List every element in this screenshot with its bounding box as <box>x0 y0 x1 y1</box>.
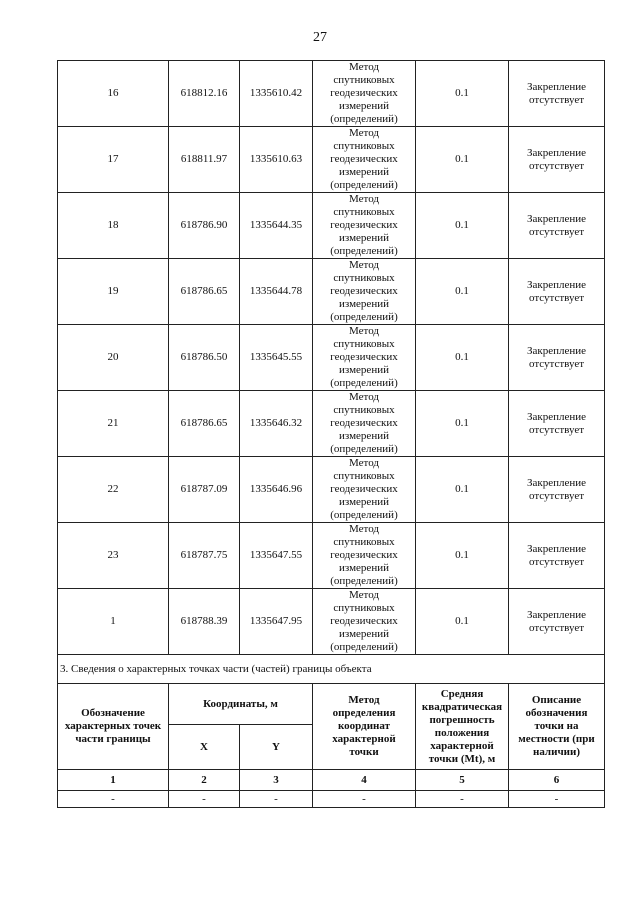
point-number: 22 <box>58 457 169 523</box>
fixing-description: Закрепление отсутствует <box>509 589 605 655</box>
table-row <box>58 193 605 259</box>
coordinate-x: 618787.75 <box>169 523 240 589</box>
point-number: 17 <box>58 127 169 193</box>
fixing-description: Закрепление отсутствует <box>509 457 605 523</box>
table-row <box>58 589 605 655</box>
coordinate-y: 1335647.55 <box>240 523 313 589</box>
empty-cell: - <box>58 791 169 808</box>
coordinate-x: 618786.65 <box>169 391 240 457</box>
table-row <box>58 523 605 589</box>
coordinate-x: 618812.16 <box>169 61 240 127</box>
table-row <box>58 127 605 193</box>
method-cell: Метод спутниковых геодезических измерений (определений) <box>313 589 416 655</box>
empty-cell: - <box>313 791 416 808</box>
error-value: 0.1 <box>416 523 509 589</box>
error-value: 0.1 <box>416 61 509 127</box>
error-value: 0.1 <box>416 259 509 325</box>
method-cell: Метод спутниковых геодезических измерений (определений) <box>313 523 416 589</box>
page-number: 27 <box>313 30 327 45</box>
header-x: X <box>169 725 240 770</box>
column-number: 3 <box>240 770 313 791</box>
coordinate-y: 1335647.95 <box>240 589 313 655</box>
method-cell: Метод спутниковых геодезических измерений (определений) <box>313 391 416 457</box>
fixing-description: Закрепление отсутствует <box>509 127 605 193</box>
column-number: 2 <box>169 770 240 791</box>
header-description: Описание обозначения точки на местности (при наличии) <box>509 684 605 770</box>
coordinate-x: 618811.97 <box>169 127 240 193</box>
method-cell: Метод спутниковых геодезических измерений (определений) <box>313 457 416 523</box>
error-value: 0.1 <box>416 589 509 655</box>
point-number: 23 <box>58 523 169 589</box>
coordinate-y: 1335610.63 <box>240 127 313 193</box>
header-error: Средняя квадратическая погрешность положения характерной точки (Mt), м <box>416 684 509 770</box>
table-row <box>58 325 605 391</box>
table-row <box>58 61 605 127</box>
coordinate-x: 618786.90 <box>169 193 240 259</box>
fixing-description: Закрепление отсутствует <box>509 523 605 589</box>
method-cell: Метод спутниковых геодезических измерений (определений) <box>313 61 416 127</box>
empty-cell: - <box>240 791 313 808</box>
empty-cell: - <box>509 791 605 808</box>
section-3-title: 3. Сведения о характерных точках части (частей) границы объекта <box>58 655 605 684</box>
table-row <box>58 457 605 523</box>
error-value: 0.1 <box>416 193 509 259</box>
fixing-description: Закрепление отсутствует <box>509 193 605 259</box>
coordinate-x: 618788.39 <box>169 589 240 655</box>
fixing-description: Закрепление отсутствует <box>509 61 605 127</box>
table-row <box>58 391 605 457</box>
coordinate-x: 618787.09 <box>169 457 240 523</box>
point-number: 19 <box>58 259 169 325</box>
method-cell: Метод спутниковых геодезических измерений (определений) <box>313 259 416 325</box>
point-number: 21 <box>58 391 169 457</box>
column-number: 5 <box>416 770 509 791</box>
header-coordinates: Координаты, м <box>169 684 313 725</box>
coordinate-y: 1335646.96 <box>240 457 313 523</box>
coordinate-y: 1335644.78 <box>240 259 313 325</box>
method-cell: Метод спутниковых геодезических измерений (определений) <box>313 325 416 391</box>
column-number: 4 <box>313 770 416 791</box>
coordinate-y: 1335610.42 <box>240 61 313 127</box>
coordinate-y: 1335646.32 <box>240 391 313 457</box>
coordinate-y: 1335644.35 <box>240 193 313 259</box>
header-y: Y <box>240 725 313 770</box>
boundary-points-table <box>57 60 605 808</box>
coordinate-y: 1335645.55 <box>240 325 313 391</box>
error-value: 0.1 <box>416 325 509 391</box>
fixing-description: Закрепление отсутствует <box>509 325 605 391</box>
method-cell: Метод спутниковых геодезических измерений (определений) <box>313 193 416 259</box>
error-value: 0.1 <box>416 457 509 523</box>
header-method: Метод определения координат характерной точки <box>313 684 416 770</box>
fixing-description: Закрепление отсутствует <box>509 259 605 325</box>
error-value: 0.1 <box>416 391 509 457</box>
table-row <box>58 259 605 325</box>
empty-cell: - <box>169 791 240 808</box>
coordinate-x: 618786.65 <box>169 259 240 325</box>
point-number: 16 <box>58 61 169 127</box>
coordinate-x: 618786.50 <box>169 325 240 391</box>
empty-cell: - <box>416 791 509 808</box>
point-number: 20 <box>58 325 169 391</box>
point-number: 1 <box>58 589 169 655</box>
point-number: 18 <box>58 193 169 259</box>
method-cell: Метод спутниковых геодезических измерений (определений) <box>313 127 416 193</box>
column-number: 1 <box>58 770 169 791</box>
error-value: 0.1 <box>416 127 509 193</box>
column-number: 6 <box>509 770 605 791</box>
header-designation: Обозначение характерных точек части границы <box>58 684 169 770</box>
fixing-description: Закрепление отсутствует <box>509 391 605 457</box>
